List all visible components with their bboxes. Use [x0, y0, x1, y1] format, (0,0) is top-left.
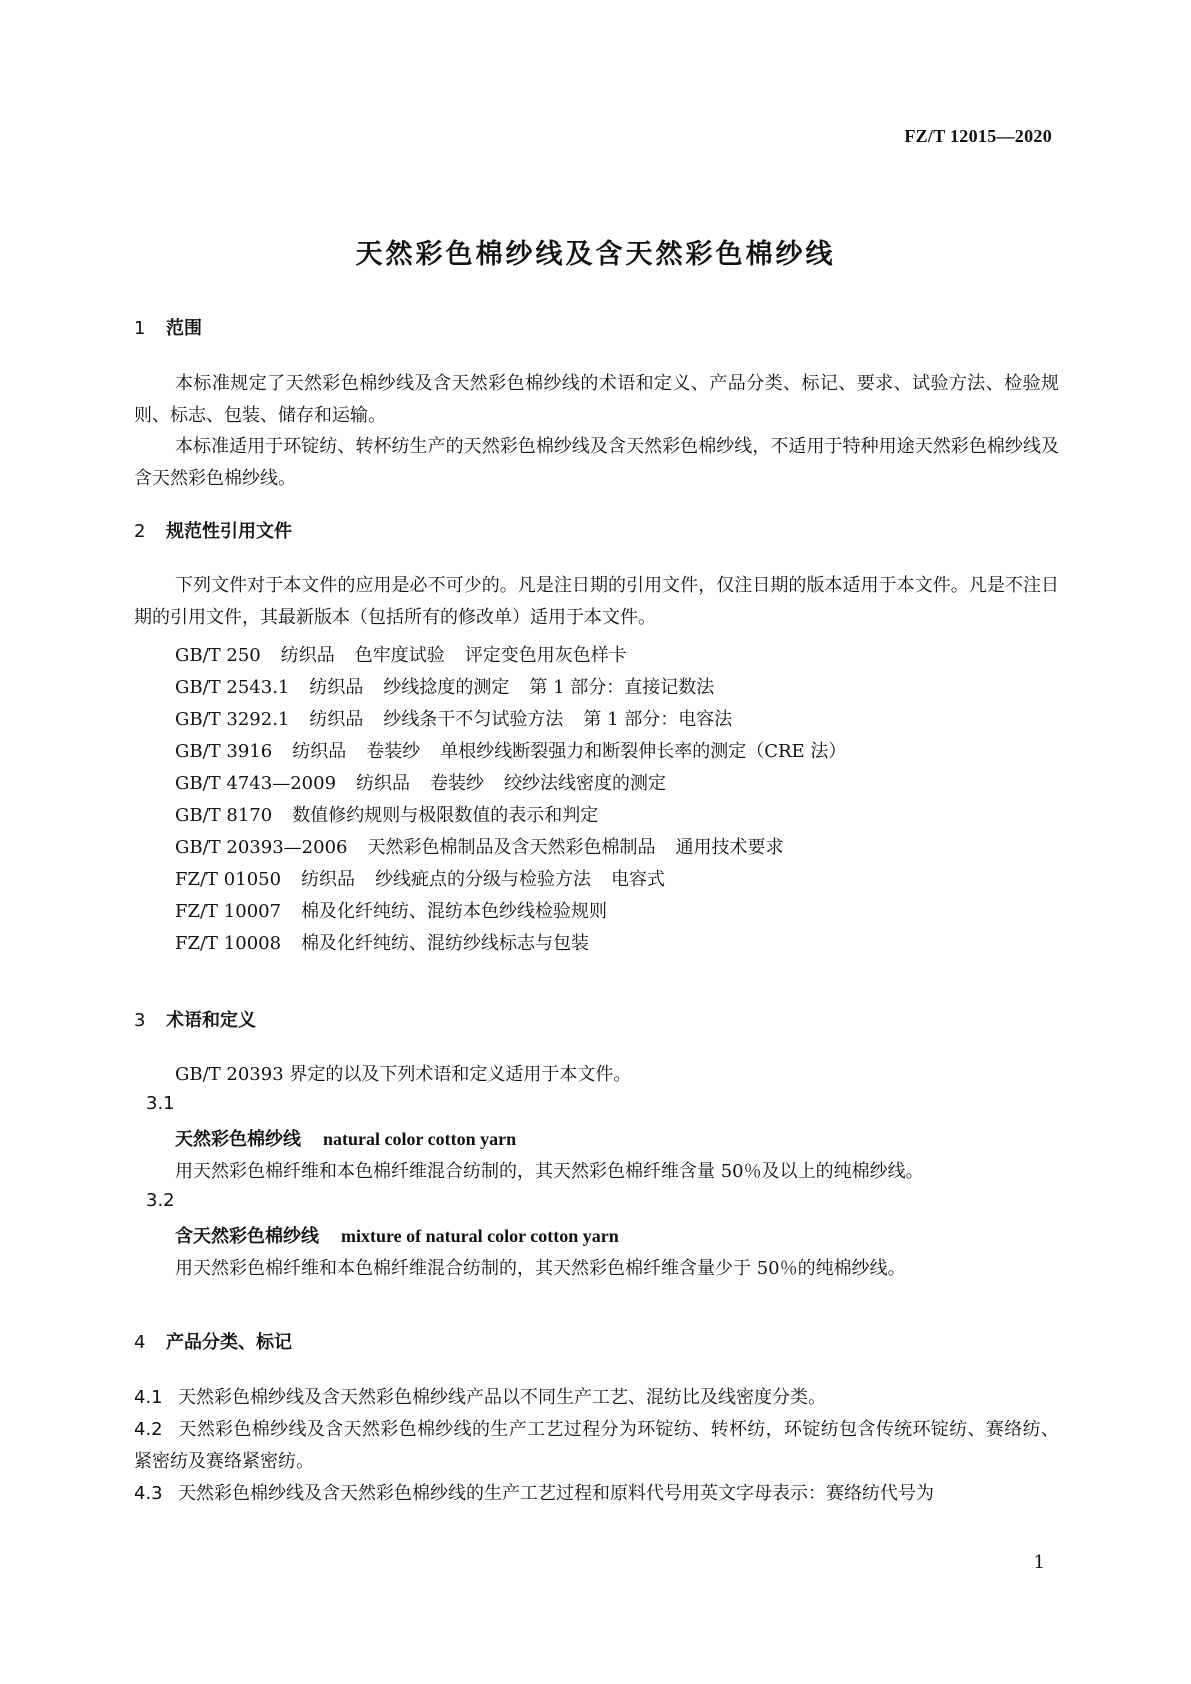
document-title: 天然彩色棉纱线及含天然彩色棉纱线: [355, 239, 836, 270]
reference-code: GB/T 2543.1: [175, 677, 290, 698]
clause-number: 4.3: [134, 1483, 163, 1504]
term-heading: [175, 1222, 619, 1248]
reference-code: GB/T 4743—2009: [175, 773, 337, 794]
reference-part: 天然彩色棉制品及含天然彩色棉制品: [367, 837, 656, 858]
reference-part: 卷装纱: [430, 773, 485, 794]
reference-item: [175, 865, 665, 891]
section-number: 3: [134, 1010, 146, 1031]
reference-item: [175, 929, 589, 955]
reference-part: 纺织品: [309, 677, 364, 698]
section-title: 术语和定义: [166, 1010, 256, 1031]
term-number: 3.2: [146, 1190, 175, 1211]
reference-code: GB/T 20393—2006: [175, 837, 348, 858]
reference-code: FZ/T 10008: [175, 933, 282, 954]
reference-code: GB/T 3916: [175, 741, 273, 762]
term-heading: [175, 1125, 516, 1151]
reference-part: 纺织品: [309, 709, 364, 730]
reference-item: [175, 897, 607, 923]
paragraph: 本标准适用于环锭纺、转杯纺生产的天然彩色棉纱线及含天然彩色棉纱线，不适用于特种用途天然彩色棉纱线及含天然彩色棉纱线。: [134, 436, 1059, 489]
section-title: 范围: [166, 318, 202, 339]
definition-text: 用天然彩色棉纤维和本色棉纤维混合纺制的，其天然彩色棉纤维含量 50％及以上的纯棉纱线。: [175, 1161, 924, 1182]
clause-number: 4.1: [134, 1387, 163, 1408]
reference-item: [175, 641, 627, 667]
section-2-heading: [134, 517, 292, 543]
section-number: 2: [134, 521, 146, 542]
term-definition: [175, 1254, 906, 1280]
reference-item: [175, 769, 666, 795]
reference-part: 纱线条干不匀试验方法: [383, 709, 564, 730]
reference-item: [175, 705, 732, 731]
reference-part: 纺织品: [301, 869, 356, 890]
section-title: 产品分类、标记: [166, 1332, 292, 1353]
section-number: 1: [134, 318, 146, 339]
reference-part: 棉及化纤纯纺、混纺本色纱线检验规则: [301, 901, 608, 922]
term-cn: 天然彩色棉纱线: [175, 1129, 301, 1150]
reference-part: 第 1 部分：电容法: [583, 709, 733, 730]
term-number: 3.1: [146, 1093, 175, 1114]
reference-part: 单根纱线断裂强力和断裂伸长率的测定（CRE 法）: [440, 741, 847, 762]
paragraph: 本标准规定了天然彩色棉纱线及含天然彩色棉纱线的术语和定义、产品分类、标记、要求、试验方法、检验规则、标志、包装、储存和运输。: [134, 373, 1059, 426]
reference-part: 棉及化纤纯纺、混纺纱线标志与包装: [301, 933, 590, 954]
reference-item: [175, 673, 714, 699]
clause-text: 天然彩色棉纱线及含天然彩色棉纱线产品以不同生产工艺、混纺比及线密度分类。: [178, 1387, 826, 1408]
reference-item: [175, 833, 783, 859]
clause-text: 天然彩色棉纱线及含天然彩色棉纱线的生产工艺过程和原料代号用英文字母表示：赛络纺代号为: [178, 1483, 934, 1504]
paragraph: [175, 1060, 631, 1086]
reference-part: 第 1 部分：直接记数法: [529, 677, 715, 698]
reference-part: 绞纱法线密度的测定: [504, 773, 667, 794]
term-en: mixture of natural color cotton yarn: [341, 1226, 619, 1246]
section-3-heading: [134, 1006, 256, 1032]
term-en: natural color cotton yarn: [323, 1129, 517, 1149]
clause-number: 4.2: [134, 1419, 163, 1440]
definition-text: 用天然彩色棉纤维和本色棉纤维混合纺制的，其天然彩色棉纤维含量少于 50％的纯棉纱线。: [175, 1258, 906, 1279]
section-number: 4: [134, 1332, 146, 1353]
clause-text: 天然彩色棉纱线及含天然彩色棉纱线的生产工艺过程分为环锭纺、转杯纺，环锭纺包含传统环锭纺、赛络纺、紧密纺及赛络紧密纺。: [134, 1419, 1059, 1472]
reference-code: FZ/T 10007: [175, 901, 282, 922]
reference-part: 纺织品: [280, 645, 335, 666]
reference-part: 通用技术要求: [675, 837, 784, 858]
page-number: 1: [1033, 1552, 1045, 1573]
standard-code: FZ/T 12015—2020: [904, 126, 1052, 146]
reference-part: 纱线疵点的分级与检验方法: [375, 869, 592, 890]
reference-code: GB/T 250: [175, 645, 261, 666]
section-1-heading: [134, 314, 202, 340]
paragraph: 下列文件对于本文件的应用是必不可少的。凡是注日期的引用文件，仅注日期的版本适用于本文件。凡是不注日期的引用文件，其最新版本（包括所有的修改单）适用于本文件。: [134, 575, 1059, 628]
term-cn: 含天然彩色棉纱线: [175, 1226, 319, 1247]
intro-text: GB/T 20393 界定的以及下列术语和定义适用于本文件。: [175, 1064, 632, 1085]
reference-part: 数值修约规则与极限数值的表示和判定: [292, 805, 599, 826]
reference-code: FZ/T 01050: [175, 869, 282, 890]
reference-item: [175, 801, 598, 827]
clause-item: [134, 1382, 1059, 1414]
term-definition: [175, 1157, 924, 1183]
reference-part: 评定变色用灰色样卡: [464, 645, 627, 666]
clause-item: [134, 1478, 1059, 1510]
reference-part: 卷装纱: [366, 741, 421, 762]
reference-part: 电容式: [611, 869, 666, 890]
reference-part: 纺织品: [292, 741, 347, 762]
reference-part: 色牢度试验: [354, 645, 445, 666]
reference-code: GB/T 8170: [175, 805, 273, 826]
section-title: 规范性引用文件: [166, 521, 292, 542]
reference-code: GB/T 3292.1: [175, 709, 290, 730]
section-4-heading: [134, 1328, 292, 1354]
clause-item: [134, 1414, 1059, 1478]
reference-part: 纱线捻度的测定: [383, 677, 510, 698]
reference-item: [175, 737, 846, 763]
reference-part: 纺织品: [356, 773, 411, 794]
